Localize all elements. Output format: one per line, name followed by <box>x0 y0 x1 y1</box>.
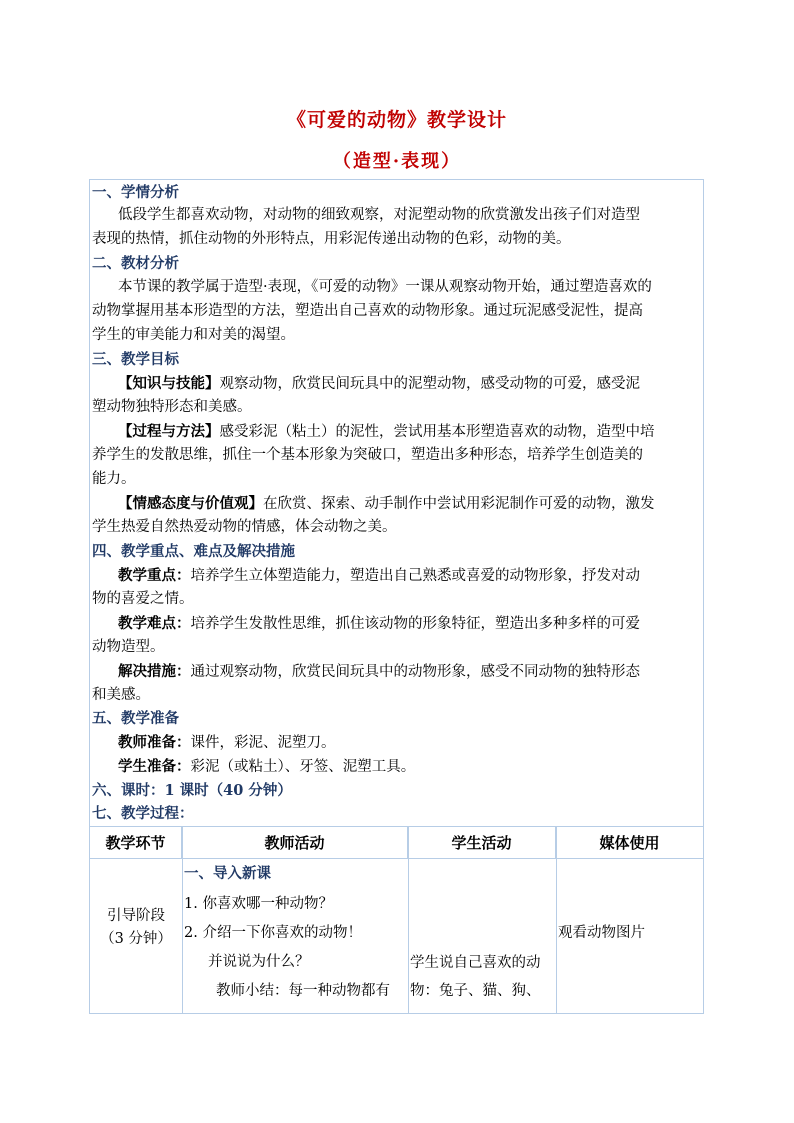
prep-label: 学生准备： <box>118 758 191 775</box>
document-title: 《可爱的动物》教学设计 <box>286 109 507 131</box>
section-heading-key-points: 四、教学重点、难点及解决措施 <box>92 543 295 560</box>
paragraph-line: 本节课的教学属于造型·表现，《可爱的动物》一课从观察动物开始，通过塑造喜欢的 <box>118 279 652 295</box>
section-heading-material-analysis: 二、教材分析 <box>92 255 179 272</box>
difficulty-label: 教学难点： <box>118 615 191 632</box>
paragraph-line <box>118 660 728 684</box>
table-header-media: 媒体使用 <box>556 826 703 858</box>
table-column-divider <box>556 826 557 1014</box>
teacher-activity-line: 教师小结：每一种动物都有 <box>216 983 390 999</box>
section-heading-objectives: 三、教学目标 <box>92 351 179 368</box>
paragraph-line: 动物造型。 <box>92 639 165 655</box>
section-heading-class-hours: 六、课时：1 课时（40 分钟） <box>92 782 292 799</box>
paragraph-line: 和美感。 <box>92 687 150 703</box>
paragraph-line <box>118 420 728 444</box>
teacher-activity-line: 并说说为什么？ <box>208 954 310 970</box>
teacher-activity-heading: 一、导入新课 <box>184 865 271 882</box>
paragraph-line: 表现的热情，抓住动物的外形特点，用彩泥传递出动物的色彩，动物的美。 <box>92 231 571 247</box>
paragraph-line <box>118 492 728 516</box>
paragraph-line <box>118 755 728 779</box>
paragraph-line: 动物掌握用基本形造型的方法，塑造出自己喜欢的动物形象。通过玩泥感受泥性，提高 <box>92 303 643 319</box>
section-heading-process: 七、教学过程： <box>92 805 194 822</box>
solution-text: 通过观察动物，欣赏民间玩具中的动物形象，感受不同动物的独特形态 <box>190 664 640 680</box>
teacher-activity-line: 2. 介绍一下你喜欢的动物！ <box>184 925 362 941</box>
stage-name: 引导阶段 <box>107 908 165 924</box>
paragraph-line <box>118 372 728 396</box>
process-table <box>90 826 703 1014</box>
lesson-plan-frame <box>89 179 704 1014</box>
key-point-text: 培养学生立体塑造能力，塑造出自己熟悉或喜爱的动物形象，抒发对动 <box>190 568 640 584</box>
key-point-label: 教学重点： <box>118 567 191 584</box>
table-column-divider <box>408 826 409 1014</box>
table-header-teacher: 教师活动 <box>182 826 408 858</box>
prep-label: 教师准备： <box>118 734 191 751</box>
objective-label: 【知识与技能】 <box>118 375 220 392</box>
section-heading-learner-analysis: 一、学情分析 <box>92 184 179 201</box>
objective-text: 感受彩泥（粘土）的泥性，尝试用基本形塑造喜欢的动物，造型中培 <box>219 424 655 440</box>
prep-text: 课件，彩泥、泥塑刀。 <box>190 735 336 751</box>
table-header-student: 学生活动 <box>408 826 556 858</box>
paragraph-line: 物的喜爱之情。 <box>92 591 194 607</box>
objective-label: 【情感态度与价值观】 <box>118 495 263 512</box>
objective-text: 在欣赏、探索、动手制作中尝试用彩泥制作可爱的动物，激发 <box>263 496 655 512</box>
section-heading-preparation: 五、教学准备 <box>92 710 179 727</box>
objective-text: 观察动物，欣赏民间玩具中的泥塑动物，感受动物的可爱，感受泥 <box>219 376 640 392</box>
table-column-divider <box>182 826 183 1014</box>
media-usage: 观看动物图片 <box>558 925 645 941</box>
paragraph-line: 塑动物独特形态和美感。 <box>92 399 252 415</box>
paragraph-line: 学生的审美能力和对美的渴望。 <box>92 327 295 343</box>
paragraph-line <box>118 564 728 588</box>
solution-label: 解决措施： <box>118 663 191 680</box>
paragraph-line: 学生热爱自然热爱动物的情感，体会动物之美。 <box>92 519 397 535</box>
document-subtitle: （造型·表现） <box>332 151 462 172</box>
teacher-activity-line: 1. 你喜欢哪一种动物？ <box>184 896 333 912</box>
stage-duration: （3 分钟） <box>100 931 172 947</box>
paragraph-line: 养学生的发散思维，抓住一个基本形象为突破口，塑造出多种形态，培养学生创造美的 <box>92 447 643 463</box>
student-activity-line: 物：兔子、猫、狗、 <box>410 983 541 999</box>
paragraph-line: 能力。 <box>92 471 136 487</box>
student-activity-line: 学生说自己喜欢的动 <box>410 955 541 971</box>
table-header-stage: 教学环节 <box>90 826 182 858</box>
paragraph-line <box>118 612 728 636</box>
paragraph-line: 低段学生都喜欢动物，对动物的细致观察，对泥塑动物的欣赏激发出孩子们对造型 <box>118 207 640 223</box>
paragraph-line <box>118 731 728 755</box>
prep-text: 彩泥（或粘土）、牙签、泥塑工具。 <box>190 759 416 775</box>
objective-label: 【过程与方法】 <box>118 423 220 440</box>
difficulty-text: 培养学生发散性思维，抓住该动物的形象特征，塑造出多种多样的可爱 <box>190 616 640 632</box>
